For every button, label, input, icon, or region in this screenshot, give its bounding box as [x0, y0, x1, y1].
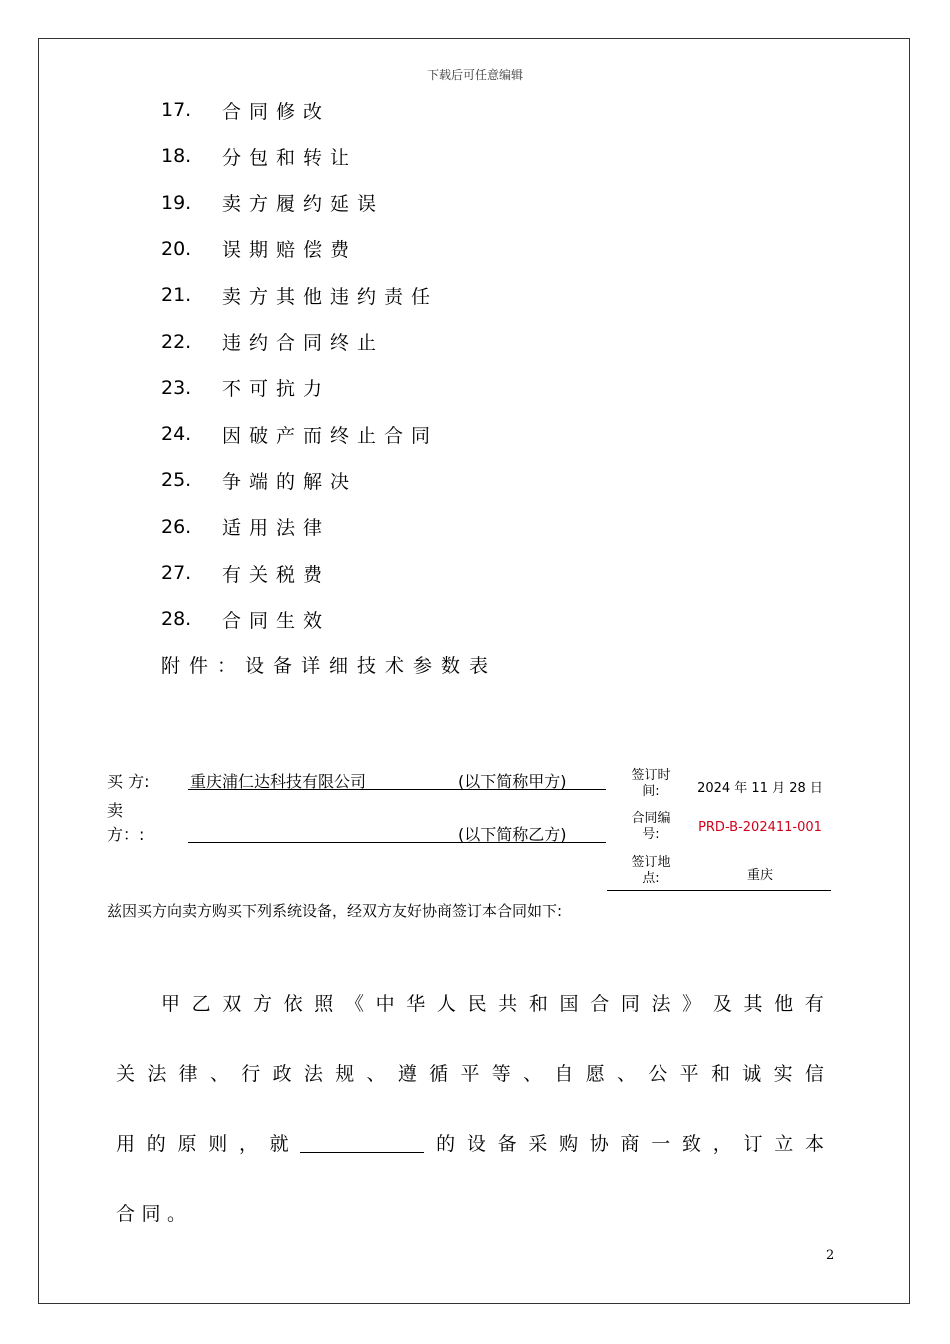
- body-char: 华: [406, 992, 426, 1015]
- sign-time-label-line1: 签订时: [631, 768, 671, 783]
- toc-item-number: 28.: [161, 608, 192, 631]
- body-char: 规: [335, 1062, 355, 1085]
- body-char: 《: [344, 992, 364, 1015]
- toc-item-title: 卖方其他违约责任: [222, 285, 439, 308]
- body-char: 国: [559, 992, 579, 1015]
- body-char: 诚: [742, 1062, 762, 1085]
- body-char: 有: [804, 992, 824, 1015]
- body-char: 本: [804, 1132, 824, 1155]
- body-char: 原: [177, 1132, 197, 1155]
- sign-time-value: 2024 年 11 月 28 日: [697, 781, 823, 796]
- toc-item-title: 卖方履约延误: [222, 193, 385, 216]
- toc-item: [161, 188, 384, 218]
- buyer-note: (以下简称甲方): [458, 772, 567, 791]
- body-char: 其: [743, 992, 763, 1015]
- toc-item: [161, 234, 357, 264]
- body-char: 律: [178, 1062, 198, 1085]
- toc-item: [161, 512, 330, 542]
- body-char: 合: [116, 1202, 136, 1225]
- body-char: 政: [272, 1062, 292, 1085]
- toc-item-number: 27.: [161, 562, 192, 584]
- buyer-label: 买 方:: [107, 772, 150, 791]
- contract-no-label: [621, 811, 681, 843]
- body-char: 实: [773, 1062, 793, 1085]
- toc-item-number: 24.: [161, 423, 192, 446]
- body-char: 法: [147, 1062, 167, 1085]
- meta-underline: [607, 890, 831, 891]
- toc-item: [161, 419, 438, 449]
- toc-item: [161, 280, 438, 310]
- body-char: 民: [467, 992, 487, 1015]
- body-char: 一: [651, 1132, 671, 1155]
- body-char: 购: [559, 1132, 579, 1155]
- body-char: 信: [804, 1062, 824, 1085]
- toc-item: [161, 465, 357, 495]
- toc-item-number: 17.: [161, 99, 192, 121]
- toc-item-number: 22.: [161, 330, 192, 353]
- body-char: 的: [436, 1132, 456, 1155]
- sign-place-label: [621, 855, 681, 887]
- body-char: 和: [710, 1062, 730, 1085]
- toc-item-number: 25.: [161, 469, 192, 492]
- toc-item: [161, 327, 384, 357]
- body-char: 同: [620, 992, 640, 1015]
- body-line-2: [116, 1057, 824, 1087]
- body-char: 依: [283, 992, 303, 1015]
- body-char: 公: [648, 1062, 668, 1085]
- body-char: 乙: [191, 992, 211, 1015]
- body-char: 订: [743, 1132, 763, 1155]
- project-blank-field[interactable]: [300, 1132, 424, 1153]
- toc-item-number: 21.: [161, 284, 192, 307]
- toc-item: [161, 95, 330, 125]
- body-char: 则: [208, 1132, 228, 1155]
- toc-item: [161, 141, 357, 171]
- body-char: 》: [682, 992, 702, 1015]
- body-char: 照: [314, 992, 334, 1015]
- buyer-underline: [188, 789, 606, 790]
- body-char: 法: [303, 1062, 323, 1085]
- body-char: 和: [528, 992, 548, 1015]
- sign-time-label: [621, 768, 681, 800]
- toc-item-number: 23.: [161, 376, 192, 399]
- body-char: 自: [554, 1062, 574, 1085]
- body-char: 愿: [585, 1062, 605, 1085]
- contract-no-label-line2: 号:: [642, 827, 660, 842]
- sign-place-value: 重庆: [746, 868, 773, 883]
- body-line-1: [161, 987, 824, 1017]
- body-char: 关: [116, 1062, 136, 1085]
- body-char: 。: [166, 1202, 186, 1225]
- buyer-name: 重庆浦仁达科技有限公司: [190, 772, 367, 791]
- sign-time-label-line2: 间:: [642, 784, 660, 799]
- body-line-4: [116, 1197, 186, 1227]
- seller-label-line2: 方：:: [107, 825, 145, 844]
- body-char: 遵: [397, 1062, 417, 1085]
- toc-item-title: 违约合同终止: [222, 332, 385, 354]
- body-char: 等: [491, 1062, 511, 1085]
- toc-item-title: 合同修改: [222, 100, 331, 123]
- body-char: 立: [774, 1132, 794, 1155]
- toc-item-title: 因破产而终止合同: [222, 424, 439, 447]
- appendix-title: 附件：设备详细技术参数表: [161, 655, 498, 677]
- body-char: 法: [651, 992, 671, 1015]
- body-char: 的: [146, 1132, 166, 1155]
- body-char: 同: [141, 1202, 161, 1225]
- body-char: 他: [774, 992, 794, 1015]
- body-char: 平: [460, 1062, 480, 1085]
- body-char: 人: [436, 992, 456, 1015]
- toc-item: [161, 373, 330, 403]
- toc-item: [161, 558, 330, 588]
- body-char: 中: [375, 992, 395, 1015]
- body-char: 备: [497, 1132, 517, 1155]
- toc-item-title: 有关税费: [222, 563, 331, 586]
- page-number: 2: [826, 1248, 835, 1263]
- body-char: 、: [523, 1062, 543, 1085]
- header-note: 下载后可任意编辑: [426, 68, 523, 82]
- seller-underline: [188, 842, 606, 843]
- toc-item-number: 19.: [161, 191, 192, 214]
- body-char: 、: [617, 1062, 637, 1085]
- sign-place-label-line1: 签订地: [631, 855, 671, 870]
- body-char: 用: [116, 1132, 136, 1155]
- body-char: 共: [498, 992, 518, 1015]
- toc-item-title: 不可抗力: [222, 378, 331, 401]
- toc-item-number: 20.: [161, 237, 192, 260]
- toc-item-title: 争端的解决: [222, 470, 358, 493]
- body-char: ，: [238, 1132, 258, 1155]
- body-char: 采: [528, 1132, 548, 1155]
- body-char: 双: [222, 992, 242, 1015]
- body-char: 设: [466, 1132, 486, 1155]
- body-char: 方: [252, 992, 272, 1015]
- toc-item-title: 误期赔偿费: [222, 239, 358, 262]
- contract-no-value: PRD-B-202411-001: [698, 820, 822, 835]
- body-char: 行: [241, 1062, 261, 1085]
- seller-note: (以下简称乙方): [458, 825, 567, 844]
- body-line-3: [116, 1127, 824, 1157]
- toc-item-title: 合同生效: [222, 609, 331, 632]
- toc-item-title: 分包和转让: [222, 146, 358, 169]
- toc-item-number: 18.: [161, 145, 192, 168]
- body-char: 甲: [161, 992, 181, 1015]
- body-char: 商: [620, 1132, 640, 1155]
- body-char: 合: [590, 992, 610, 1015]
- body-char: 及: [712, 992, 732, 1015]
- contract-no-label-line1: 合同编: [631, 811, 671, 826]
- toc-item: [161, 604, 330, 634]
- sign-place-label-line2: 点:: [642, 871, 660, 886]
- body-char: 循: [429, 1062, 449, 1085]
- seller-label-line1: 卖: [107, 801, 124, 820]
- body-char: 、: [209, 1062, 229, 1085]
- body-char: 平: [679, 1062, 699, 1085]
- body-char: 、: [366, 1062, 386, 1085]
- toc-item-number: 26.: [161, 515, 192, 538]
- body-char: 致: [682, 1132, 702, 1155]
- body-char: 就: [269, 1132, 289, 1155]
- body-char: ，: [712, 1132, 732, 1155]
- body-char: 协: [589, 1132, 609, 1155]
- intro-text: 兹因买方向卖方购买下列系统设备，经双方友好协商签订本合同如下:: [107, 902, 563, 920]
- toc-item-title: 适用法律: [222, 517, 331, 540]
